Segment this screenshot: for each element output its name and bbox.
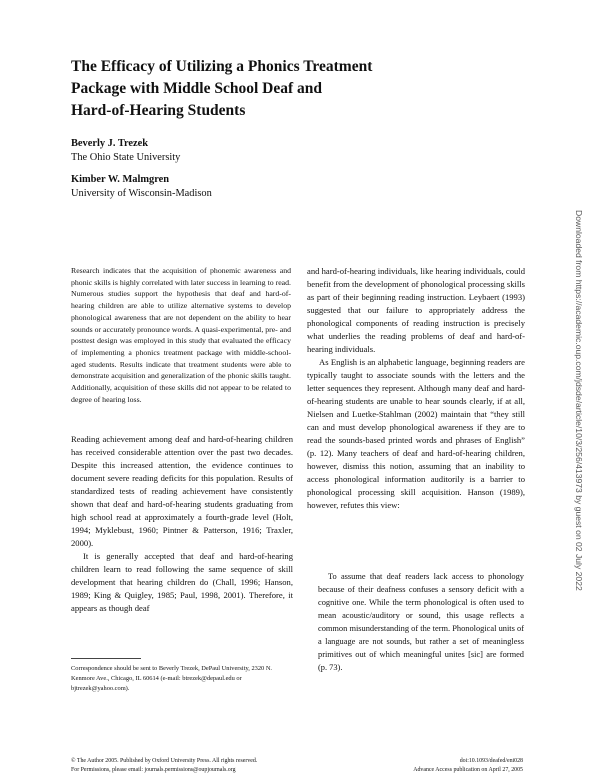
title-line: The Efficacy of Utilizing a Phonics Treatment: [71, 58, 373, 75]
download-watermark-text: Downloaded from https://academic.oup.com/jdsde/article/10/3/256/413973 by guest on 02 July 2022: [574, 210, 584, 591]
author-name: Beverly J. Trezek: [71, 138, 149, 149]
download-watermark: [572, 210, 586, 591]
author-block: [71, 137, 180, 165]
footnote-divider: [71, 658, 141, 659]
paragraph: It is generally accepted that deaf and hard-of-hearing children learn to read following the same sequence of skill development that hearing children do (Chall, 1996; Hanson, 1989; King & Quigley, 1985; Paul, 1998, 2001). Therefore, it appears as though deaf: [71, 551, 293, 613]
footer-copyright: [71, 757, 257, 774]
footer-doi: [413, 757, 523, 774]
title-line: Hard-of-Hearing Students: [71, 102, 246, 119]
author-affiliation: University of Wisconsin-Madison: [71, 188, 212, 199]
body-column-left: [71, 433, 293, 615]
correspondence-footnote: Correspondence should be sent to Beverly Trezek, DePaul University, 2320 N. Kenmore Ave., Chicago, IL 60614 (e-mail: btrezek@depaul.edu or bjtrezek@yahoo.com).: [71, 665, 273, 692]
footer-line: © The Author 2005. Published by Oxford University Press. All rights reserved.: [71, 758, 258, 764]
paragraph: Reading achievement among deaf and hard-of-hearing children has received considerable attention over the past two decades. Despite this increased attention, the evidence continues to document severe reading deficits for this population. Results of standardized tests of reading achievement have consistently shown that deaf and hard-of-hearing students graduating from high school read at approximately a fourth-grade level (Holt, 1994; Myklebust, 1960; Pintner & Patterson, 1916; Traxler, 2000).: [71, 434, 293, 548]
article-title: [71, 56, 451, 122]
title-line: Package with Middle School Deaf and: [71, 80, 323, 97]
paragraph: As English is an alphabetic language, beginning readers are typically taught to associate sounds with the letters and the letter sequences they represent. Although many deaf and hard-of-hearing students are unable to hear sounds clearly, if at all, Nielsen and Luetke-Stahlman (2002) maintain that “they still can and must develop phonological awareness if they are to read the sounds-based printed words and phrases of English” (p. 12). Many teachers of deaf and hard-of-hearing children, however, dismiss this notion, assuming that an inability to access phonological information auditorily is a barrier to phonological processing skill acquisition. Hanson (1989), however, refutes this view:: [307, 357, 525, 510]
paragraph: and hard-of-hearing individuals, like hearing individuals, could benefit from the development of phonological processing skills as part of their beginning reading instruction. Leybaert (1993) suggested that our failure to appropriately address the phonological components of reading instruction is precisely what underlies the reading problems of deaf and hard-of-hearing individuals.: [307, 266, 525, 354]
author-affiliation: The Ohio State University: [71, 152, 181, 163]
author-block: [71, 173, 212, 201]
footer-line: Advance Access publication on April 27, 2005: [413, 766, 523, 773]
footer-line: For Permissions, please email: journals.permissions@oupjournals.org: [71, 766, 236, 773]
author-name: Kimber W. Malmgren: [71, 174, 170, 185]
footer-line: doi:10.1093/deafed/eni028: [459, 758, 523, 764]
abstract: Research indicates that the acquisition of phonemic awareness and phonic skills is highly correlated with later success in learning to read. Numerous studies support the hypothesis that deaf and hard-of-hearing children are able to utilize alternative systems to develop phonological awareness that are not dependent on the ability to hear sounds or accurately pronounce words. A quasi-experimental, pre- and posttest design was employed in this study that evaluated the efficacy of implementing a phonics treatment package with middle-school-aged students. Results indicate that treatment students were able to demonstrate acquisition and generalization of the phonic skills taught. Additionally, acquisition of these skills did not appear to be related to degree of hearing loss.: [71, 266, 291, 404]
body-column-right: [307, 265, 525, 512]
block-quote: To assume that deaf readers lack access to phonology because of their deafness confuses a sensory deficit with a cognitive one. While the term phonological is often used to mean acoustic/auditory or sound, this usage reflects a common misunderstanding of the term. Phonological units of a language are not sounds, but rather a set of meaningless primitives out of which meaningful unites [sic] are formed (p. 73).: [318, 572, 524, 672]
